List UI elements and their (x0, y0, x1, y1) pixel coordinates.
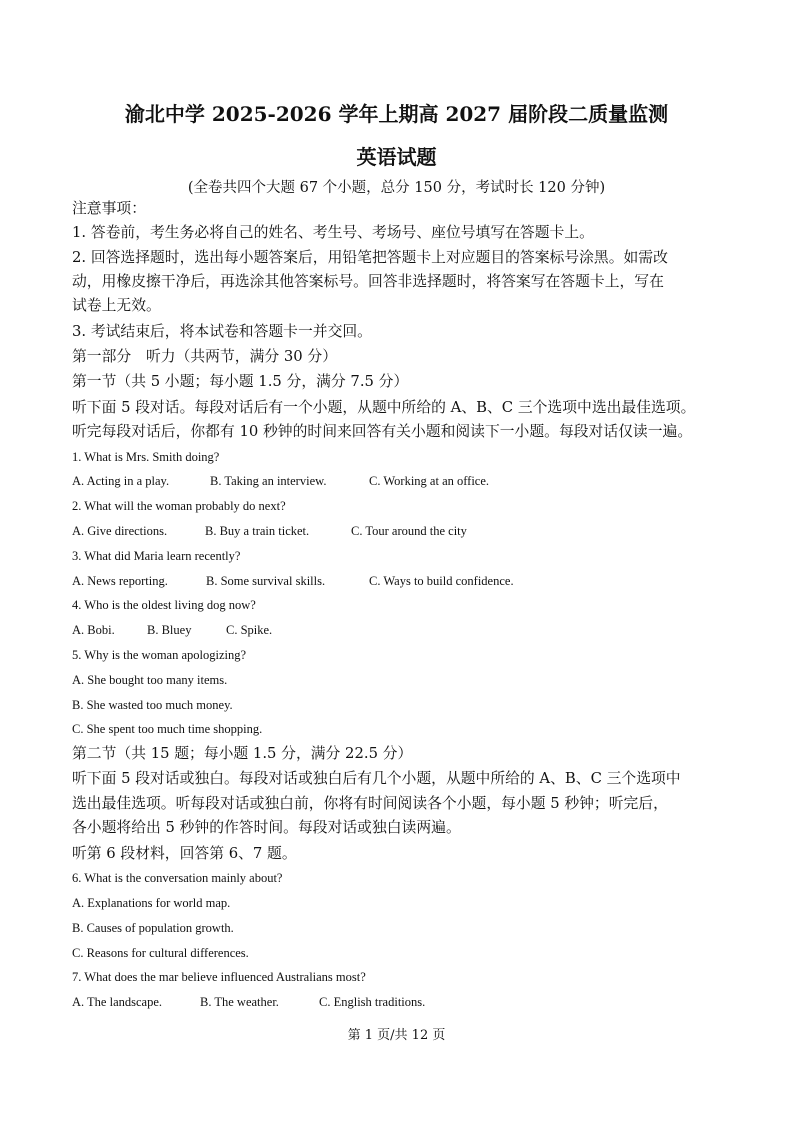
q2-option-b: B. Buy a train ticket. (205, 524, 310, 538)
question-5: 5. Why is the woman apologizing? (72, 648, 247, 662)
section1-instructions-line-2: 听完每段对话后，你都有 10 秒钟的时间来回答有关小题和阅读下一小题。每段对话仅读一遍。 (72, 423, 693, 440)
subject-title: 英语试题 (356, 145, 437, 169)
exam-title: 渝北中学 2025-2026 学年上期高 2027 届阶段二质量监测 (124, 102, 669, 126)
exam-summary: (全卷共四个大题 67 个小题，总分 150 分，考试时长 120 分钟) (187, 180, 606, 196)
q3-option-c: C. Ways to build confidence. (369, 574, 514, 588)
question-2: 2. What will the woman probably do next? (72, 499, 286, 513)
q2-option-a: A. Give directions. (72, 524, 168, 538)
q3-option-b: B. Some survival skills. (206, 574, 326, 588)
note-1: 1. 答卷前，考生务必将自己的姓名、考生号、考场号、座位号填写在答题卡上。 (72, 224, 594, 241)
q7-option-b: B. The weather. (200, 995, 279, 1009)
q7-option-a: A. The landscape. (72, 995, 163, 1009)
q1-option-b: B. Taking an interview. (210, 474, 327, 488)
question-6: 6. What is the conversation mainly about? (72, 871, 283, 885)
q4-option-a: A. Bobi. (72, 623, 115, 637)
part1-heading: 第一部分 听力（共两节，满分 30 分） (72, 348, 337, 365)
question-1: 1. What is Mrs. Smith doing? (72, 450, 220, 464)
q4-option-c: C. Spike. (226, 623, 273, 637)
q3-option-a: A. News reporting. (72, 574, 168, 588)
q6-option-a: A. Explanations for world map. (72, 896, 231, 910)
section2-heading: 第二节（共 15 题；每小题 1.5 分，满分 22.5 分） (72, 745, 413, 762)
q7-option-c: C. English traditions. (319, 995, 426, 1009)
q5-option-b: B. She wasted too much money. (72, 698, 233, 712)
q4-option-b: B. Bluey (147, 623, 192, 637)
note-3: 3. 考试结束后，将本试卷和答题卡一并交回。 (72, 323, 372, 340)
q6-option-b: B. Causes of population growth. (72, 921, 234, 935)
note-2-line-1: 2. 回答选择题时，选出每小题答案后，用铅笔把答题卡上对应题目的答案标号涂黑。如需改 (72, 249, 668, 266)
section1-instructions-line-1: 听下面 5 段对话。每段对话后有一个小题，从题中所给的 A、B、C 三个选项中选出最佳选项。 (72, 399, 696, 416)
notes-heading: 注意事项： (72, 200, 146, 217)
question-4: 4. Who is the oldest living dog now? (72, 598, 256, 612)
page-number: 第 1 页/共 12 页 (347, 1028, 446, 1043)
q6-option-c: C. Reasons for cultural differences. (72, 946, 249, 960)
section1-heading: 第一节（共 5 小题；每小题 1.5 分，满分 7.5 分） (72, 373, 409, 390)
section2-instructions-line-2: 选出最佳选项。听每段对话或独白前，你将有时间阅读各个小题，每小题 5 秒钟；听完后， (72, 795, 668, 812)
note-2-line-2: 动，用橡皮擦干净后，再选涂其他答案标号。回答非选择题时，将答案写在答题卡上，写在 (72, 273, 664, 290)
section2-instructions-line-1: 听下面 5 段对话或独白。每段对话或独白后有几个小题，从题中所给的 A、B、C 三个选项中 (72, 770, 681, 787)
q5-option-a: A. She bought too many items. (72, 673, 228, 687)
question-7: 7. What does the mar believe influenced Australians most? (72, 970, 366, 984)
q2-option-c: C. Tour around the city (351, 524, 467, 538)
q5-option-c: C. She spent too much time shopping. (72, 722, 263, 736)
q1-option-c: C. Working at an office. (369, 474, 490, 488)
material-6-heading: 听第 6 段材料，回答第 6、7 题。 (72, 845, 297, 862)
question-3: 3. What did Maria learn recently? (72, 549, 241, 563)
section2-instructions-line-3: 各小题将给出 5 秒钟的作答时间。每段对话或独白读两遍。 (72, 819, 461, 836)
q1-option-a: A. Acting in a play. (72, 474, 170, 488)
note-2-line-3: 试卷上无效。 (72, 297, 161, 314)
